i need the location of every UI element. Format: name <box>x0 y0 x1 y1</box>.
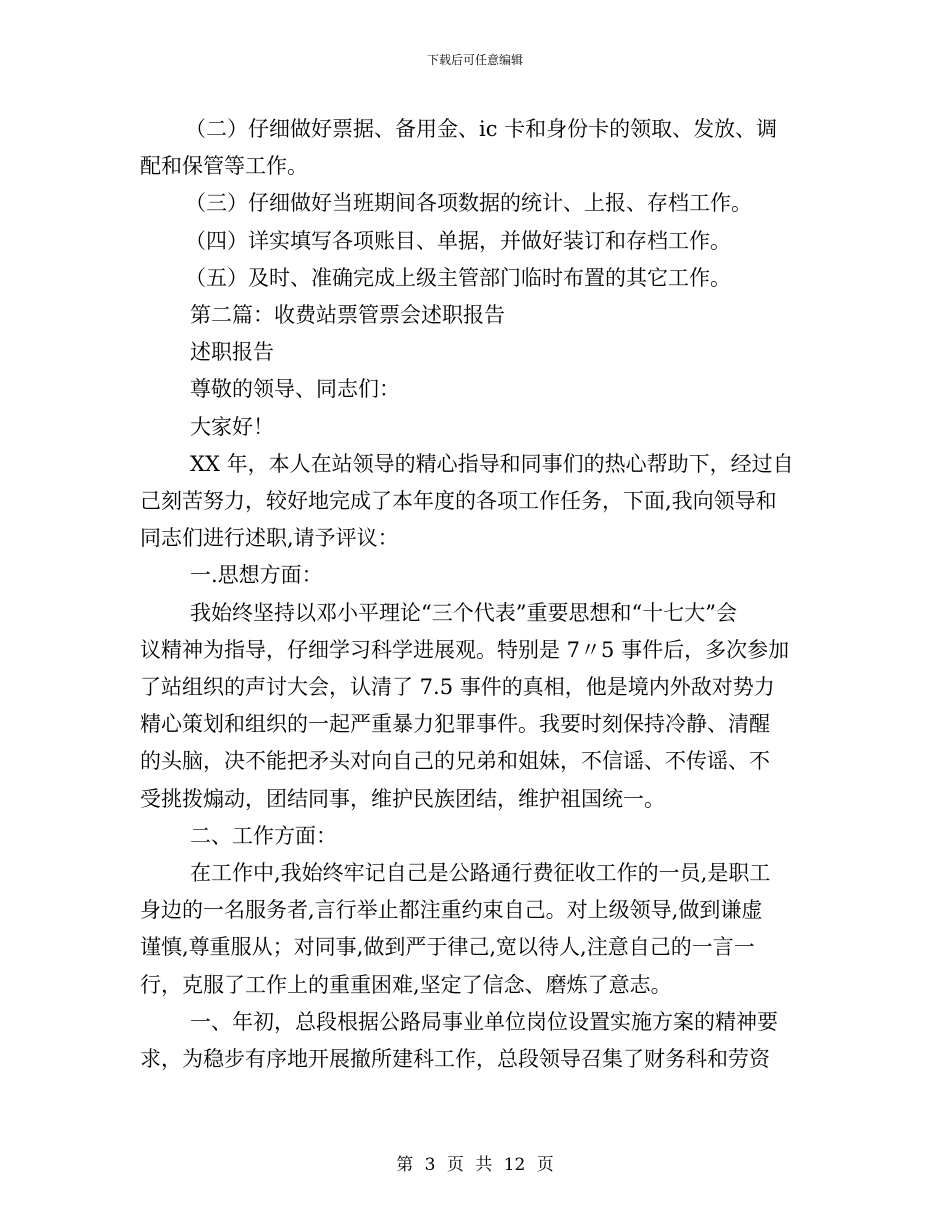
paragraph-line: 精心策划和组织的一起严重暴力犯罪事件。我要时刻保持冷静、清醒 <box>140 712 770 737</box>
paragraph-line: XX 年，本人在站领导的精心指导和同事们的热心帮助下，经过自 <box>190 451 794 476</box>
paragraph-line: 的头脑，决不能把矛头对向自己的兄弟和姐妹，不信谣、不传谣、不 <box>140 749 770 774</box>
paragraph-line: 一、年初，总段根据公路局事业单位岗位设置实施方案的精神要 <box>190 1009 778 1034</box>
paragraph-line: （五）及时、准确完成上级主管部门临时布置的其它工作。 <box>185 265 731 290</box>
salutation: 尊敬的领导、同志们： <box>190 377 400 402</box>
greeting: 大家好！ <box>190 414 274 439</box>
paragraph-line: 求，为稳步有序地开展撤所建科工作，总段领导召集了财务科和劳资 <box>140 1047 770 1072</box>
paragraph-line: 我始终坚持以邓小平理论“三个代表”重要思想和“十七大”会 <box>190 600 737 625</box>
paragraph-line: （三）仔细做好当班期间各项数据的统计、上报、存档工作。 <box>185 191 752 216</box>
paragraph-line: 同志们进行述职,请予评议： <box>140 526 399 551</box>
subsection-heading: 一.思想方面： <box>190 563 323 588</box>
report-title: 述职报告 <box>190 340 274 365</box>
page-number: 第 3 页 共 12 页 <box>396 1155 554 1175</box>
document-body <box>140 111 805 1078</box>
paragraph-line: 了站组织的声讨大会，认清了 7.5 事件的真相，他是境内外敌对势力 <box>140 675 775 700</box>
paragraph-line: 行，克服了工作上的重重困难,坚定了信念、磨炼了意志。 <box>140 972 672 997</box>
paragraph-line: 受挑拨煽动，团结同事，维护民族团结，维护祖国统一。 <box>140 786 665 811</box>
paragraph-line: 配和保管等工作。 <box>140 154 308 179</box>
subsection-heading: 二、工作方面： <box>190 823 337 848</box>
paragraph-line: 己刻苦努力，较好地完成了本年度的各项工作任务，下面,我向领导和 <box>140 489 777 514</box>
paragraph-line: （二）仔细做好票据、备用金、ic 卡和身份卡的领取、发放、调 <box>185 117 778 141</box>
page-header: 下载后可任意编辑 <box>426 53 523 67</box>
paragraph-line: （四）详实填写各项账目、单据，并做好装订和存档工作。 <box>185 228 731 253</box>
paragraph-line: 谨慎,尊重服从；对同事,做到严于律己,宽以待人,注意自己的一言一 <box>140 935 755 960</box>
paragraph-line: 身边的一名服务者,言行举止都注重约束自己。对上级领导,做到谦虚 <box>140 898 763 923</box>
paragraph-line: 议精神为指导，仔细学习科学进展观。特别是 7〃5 事件后，多次参加 <box>140 637 790 662</box>
section-heading: 第二篇：收费站票管票会述职报告 <box>190 303 505 328</box>
paragraph-line: 在工作中,我始终牢记自己是公路通行费征收工作的一员,是职工 <box>190 861 771 886</box>
